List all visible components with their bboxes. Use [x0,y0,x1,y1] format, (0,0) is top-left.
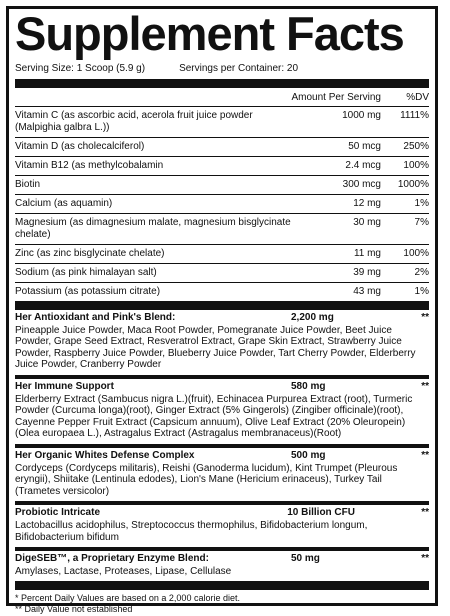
blend-ingredients: Cordyceps (Cordyceps militaris), Reishi (Ganoderma lucidum), Kint Trumpet (Pleurous eryngii), Shiitake (Lentinula edodes), Lion's Mane (Hericium erinaceus), Turkey Tail (Trametes versicolor) [15,462,398,497]
blend-dv: ** [421,380,429,392]
nutrient-dv: 100% [403,248,429,259]
nutrient-row [15,175,429,194]
blend-dv: ** [421,553,429,565]
nutrient-row [15,244,429,263]
blend-name: Probiotic Intricate [15,507,101,519]
blend-name: Her Immune Support [15,380,114,392]
thick-divider [15,79,429,88]
blend-amount: 2,200 mg [291,312,334,323]
nutrient-row [15,213,429,244]
nutrient-name: Potassium (as potassium citrate) [15,286,161,297]
nutrient-amount: 43 mg [353,286,381,297]
blend-amount: 10 Billion CFU [287,507,355,519]
blend-dv: ** [421,312,429,323]
footnotes [15,590,429,615]
blend-name: Her Organic Whites Defense Complex [15,449,195,461]
footnote: ** Daily Value not established [15,604,133,615]
nutrient-name: Vitamin D (as cholecalciferol) [15,141,145,152]
blend-amount: 50 mg [291,553,320,565]
footnote: * Percent Daily Values are based on a 2,000 calorie diet. [15,593,240,604]
serving-info [15,63,429,77]
nutrient-amount: 12 mg [353,198,381,209]
nutrient-amount: 39 mg [353,267,381,278]
blend-name: DigeSEB™, a Proprietary Enzyme Blend: [15,553,209,565]
nutrient-amount: 30 mg [353,217,381,228]
nutrient-amount: 2.4 mcg [345,160,381,171]
blend-name: Her Antioxidant and Pink's Blend: [15,312,176,323]
nutrient-list [15,106,429,301]
nutrient-name: Zinc (as zinc bisglycinate chelate) [15,248,165,259]
blend-dv: ** [421,449,429,461]
nutrient-row [15,156,429,175]
nutrient-name: Biotin [15,179,41,190]
blend-ingredients: Pineapple Juice Powder, Maca Root Powder, Pomegranate Juice Powder, Beet Juice Powder, Grape Seed Extract, Resveratrol Extract, Grape Skin Extract, Strawberry Juice Powder, Raspberry Juice Powder, Blueberry Juice Powder, Tart Cherry Powder, Elderberry Juice Powder, Cranberry Powder [15,324,416,371]
nutrient-dv: 1000% [397,179,429,190]
blend-probiotic [15,505,429,547]
serving-size: Serving Size: 1 Scoop (5.9 g) [15,63,146,74]
nutrient-name: Vitamin C (as ascorbic acid, acerola fruit juice powder (Malpighia galbra L.)) [15,110,253,133]
blend-ingredients: Elderberry Extract (Sambucus nigra L.)(fruit), Echinacea Purpurea Extract (root), Turmeric Powder (Curcuma longa)(root), Ginger Extract (5% Gingerols) (Zingiber officinale)(root), Cayenne Pepper Fruit Extract (Capsicum annuum), Olive Leaf Extract (20% Oleuropein) (Olea europaea L.), Astragalus Extract (Astragalus membranaceus)(Root) [15,393,413,440]
dv-header: %DV [406,91,429,103]
blend-enzyme [15,551,429,581]
supplement-facts-panel [6,6,438,615]
nutrient-row [15,137,429,156]
nutrient-amount: 50 mcg [348,141,381,152]
nutrient-dv: 1% [414,198,429,209]
blend-amount: 500 mg [291,449,326,461]
nutrient-amount: 300 mcg [342,179,381,190]
nutrient-row [15,282,429,301]
blend-ingredients: Amylases, Lactase, Proteases, Lipase, Cellulase [15,565,232,577]
nutrient-dv: 1111% [400,110,429,121]
blend-dv: ** [421,507,429,519]
thick-divider [15,301,429,310]
nutrient-dv: 100% [403,160,429,171]
column-header [15,88,429,106]
nutrient-dv: 7% [414,217,429,228]
nutrient-name: Magnesium (as dimagnesium malate, magnesium bisglycinate chelate) [15,217,291,240]
blend-antioxidant [15,310,429,375]
nutrient-amount: 1000 mg [342,110,381,121]
nutrient-amount: 11 mg [353,248,381,259]
nutrient-name: Vitamin B12 (as methylcobalamin [15,160,164,171]
nutrient-dv: 1% [414,286,429,297]
thick-divider [15,581,429,590]
blend-ingredients: Lactobacillus acidophilus, Streptococcus thermophilus, Bifidobacterium longum, Bifidobacterium bifidum [15,519,368,543]
nutrient-row [15,194,429,213]
nutrient-row [15,263,429,282]
nutrient-row [15,106,429,137]
nutrient-name: Calcium (as aquamin) [15,198,113,209]
blend-immune [15,379,429,444]
servings-per-container: Servings per Container: 20 [179,63,299,74]
nutrient-dv: 2% [414,267,429,278]
amount-header: Amount Per Serving [291,91,381,103]
nutrient-name: Sodium (as pink himalayan salt) [15,267,157,278]
blend-amount: 580 mg [291,380,326,392]
blend-whites-defense [15,448,429,501]
nutrient-dv: 250% [403,141,429,152]
panel-title: Supplement Facts [15,7,404,60]
